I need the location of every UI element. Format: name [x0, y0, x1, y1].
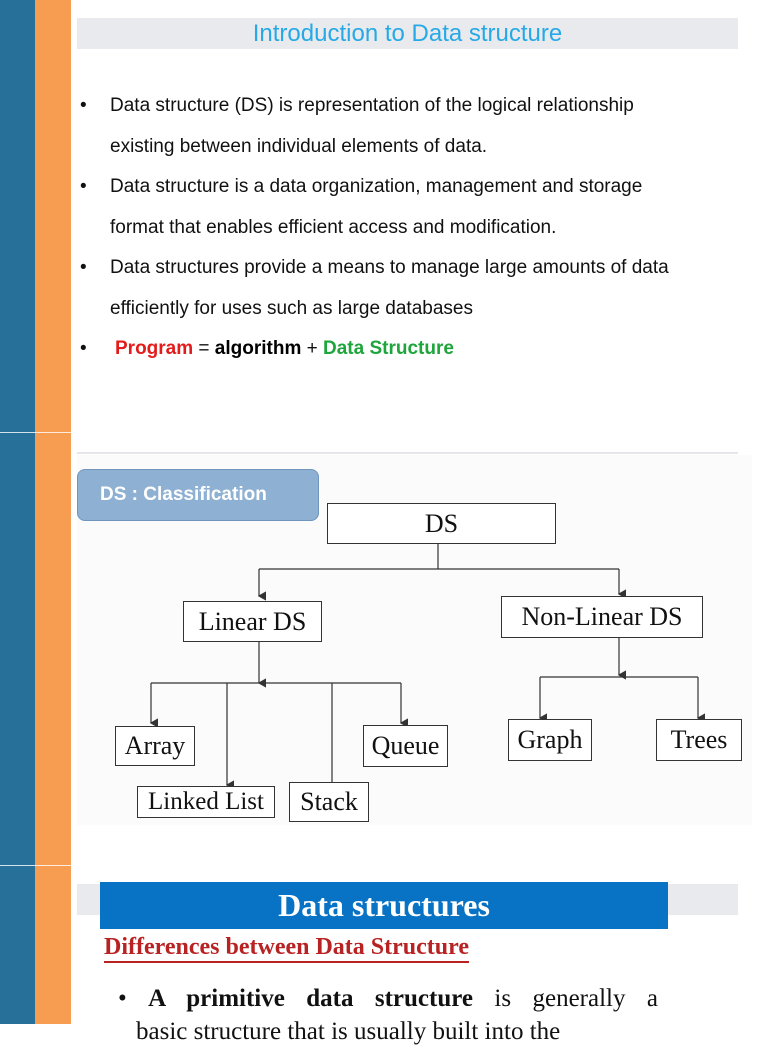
- algorithm-word: algorithm: [214, 338, 302, 359]
- stripe-separator: [0, 865, 71, 866]
- ds-classification-button[interactable]: DS : Classification: [77, 469, 319, 521]
- formula-item: [78, 329, 738, 370]
- bullet-dot: •: [80, 176, 87, 197]
- linked-list-node: Linked List: [137, 786, 275, 818]
- nonlinear-ds-node: Non-Linear DS: [501, 596, 703, 638]
- stripe-separator: [0, 432, 71, 433]
- left-blue-stripe: [0, 0, 35, 1024]
- graph-node: Graph: [508, 719, 592, 761]
- bullet-line: efficiently for uses such as large databases: [110, 297, 473, 319]
- formula: [110, 338, 454, 359]
- classification-diagram: [77, 455, 752, 825]
- slide-title: Introduction to Data structure: [77, 18, 738, 49]
- differences-heading: Differences between Data Structure: [104, 933, 469, 963]
- bullet-line: Data structures provide a means to manage large amounts of data: [110, 257, 669, 278]
- program-word: Program: [115, 338, 194, 359]
- bullet-line: Data structure (DS) is representation of the logical relationship: [110, 95, 634, 116]
- queue-node: Queue: [363, 725, 448, 767]
- primitive-ds-text: • A primitive data structure is generally a: [118, 985, 658, 1012]
- stack-node: Stack: [289, 782, 369, 822]
- left-orange-stripe: [35, 0, 71, 1024]
- plus-sign: +: [301, 338, 324, 359]
- data-structures-header: Data structures: [100, 882, 668, 929]
- primitive-ds-rest: is generally a: [473, 985, 658, 1012]
- bullet-item: [78, 167, 738, 248]
- primitive-ds-continuation: basic structure that is usually built into the: [136, 1018, 561, 1045]
- section-divider: [77, 452, 738, 454]
- array-node: Array: [115, 726, 195, 766]
- bullet-list: [78, 86, 738, 370]
- bullet-line: Data structure is a data organization, management and storage: [110, 176, 643, 197]
- data-structure-word: Data Structure: [323, 338, 454, 359]
- bullet-dot: •: [80, 338, 87, 359]
- bullet-dot: •: [80, 257, 87, 278]
- trees-node: Trees: [656, 719, 742, 761]
- bullet-line: format that enables efficient access and modification.: [110, 216, 557, 238]
- primitive-ds-bold: A primitive data structure: [148, 985, 473, 1012]
- ds-root-node: DS: [327, 503, 556, 544]
- data-structures-slide: [100, 882, 668, 1045]
- bullet-dot: •: [80, 95, 87, 116]
- linear-ds-node: Linear DS: [183, 601, 322, 642]
- equals-sign: =: [193, 338, 215, 359]
- bullet-line: existing between individual elements of data.: [110, 135, 488, 157]
- bullet-item: [78, 86, 738, 167]
- bullet-item: [78, 248, 738, 329]
